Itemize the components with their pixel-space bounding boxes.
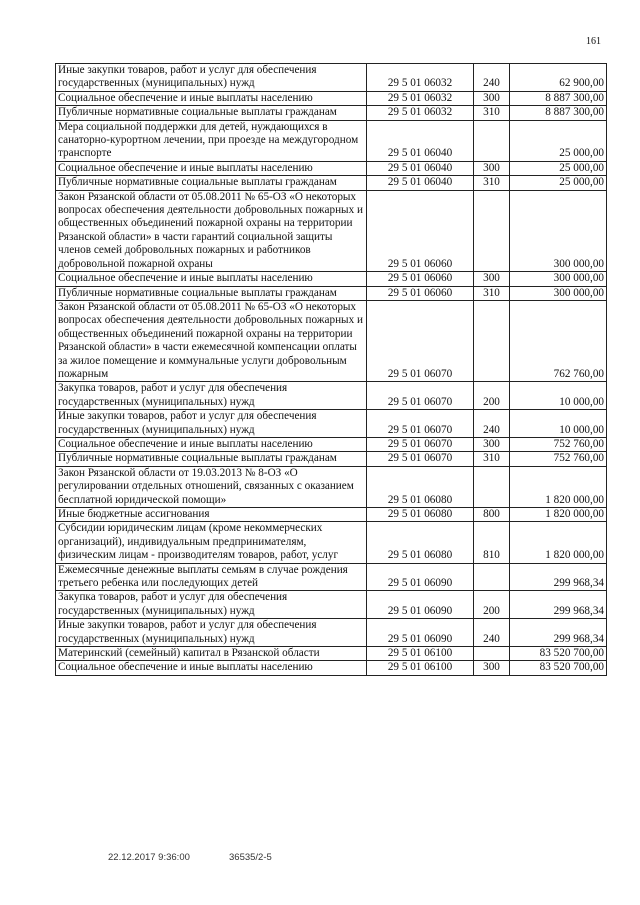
row-amount-cell: 10 000,00 <box>510 382 607 410</box>
footer-datetime: 22.12.2017 9:36:00 <box>108 852 190 863</box>
row-code-cell: 29 5 01 06080 <box>367 508 474 522</box>
row-code-cell: 29 5 01 06060 <box>367 286 474 300</box>
footer-doc-number: 36535/2-5 <box>229 852 272 863</box>
row-amount-cell: 8 887 300,00 <box>510 91 607 105</box>
row-code-cell: 29 5 01 06070 <box>367 437 474 451</box>
row-amount-cell: 62 900,00 <box>510 64 607 92</box>
row-amount-cell: 300 000,00 <box>510 272 607 286</box>
table-row <box>56 161 607 175</box>
row-expense-type-cell <box>474 300 510 381</box>
table-row <box>56 382 607 410</box>
row-name-cell: Социальное обеспечение и иные выплаты населению <box>56 161 367 175</box>
table-row <box>56 522 607 563</box>
row-code-cell: 29 5 01 06100 <box>367 661 474 675</box>
row-expense-type-cell: 310 <box>474 452 510 466</box>
row-code-cell: 29 5 01 06070 <box>367 300 474 381</box>
table-row <box>56 619 607 647</box>
row-code-cell: 29 5 01 06070 <box>367 410 474 438</box>
row-amount-cell: 762 760,00 <box>510 300 607 381</box>
row-expense-type-cell: 200 <box>474 382 510 410</box>
row-name-cell: Ежемесячные денежные выплаты семьям в случае рождения третьего ребенка или последующих детей <box>56 563 367 591</box>
table-row <box>56 591 607 619</box>
table-row <box>56 466 607 507</box>
row-name-cell: Публичные нормативные социальные выплаты гражданам <box>56 106 367 120</box>
row-amount-cell: 83 520 700,00 <box>510 647 607 661</box>
row-name-cell: Закупка товаров, работ и услуг для обеспечения государственных (муниципальных) нужд <box>56 591 367 619</box>
table-row <box>56 286 607 300</box>
row-name-cell: Закон Рязанской области от 05.08.2011 № 65-ОЗ «О некоторых вопросах обеспечения деятельности добровольных пожарных и общественных объединений пожарной охраны на территории Рязанской области» в части ежемесячной компенсации оплаты за жилое помещение и коммунальные услуги добровольным пожарным <box>56 300 367 381</box>
row-expense-type-cell: 800 <box>474 508 510 522</box>
table-row <box>56 661 607 675</box>
row-name-cell: Публичные нормативные социальные выплаты гражданам <box>56 176 367 190</box>
row-amount-cell: 300 000,00 <box>510 286 607 300</box>
row-code-cell: 29 5 01 06032 <box>367 91 474 105</box>
row-expense-type-cell <box>474 647 510 661</box>
row-code-cell: 29 5 01 06070 <box>367 382 474 410</box>
row-name-cell: Социальное обеспечение и иные выплаты населению <box>56 661 367 675</box>
row-name-cell: Социальное обеспечение и иные выплаты населению <box>56 272 367 286</box>
budget-table-body <box>56 64 607 676</box>
row-expense-type-cell: 310 <box>474 286 510 300</box>
row-expense-type-cell <box>474 563 510 591</box>
row-name-cell: Иные бюджетные ассигнования <box>56 508 367 522</box>
row-expense-type-cell: 300 <box>474 272 510 286</box>
row-code-cell: 29 5 01 06080 <box>367 466 474 507</box>
table-row <box>56 120 607 161</box>
row-amount-cell: 25 000,00 <box>510 161 607 175</box>
table-row <box>56 300 607 381</box>
row-expense-type-cell: 240 <box>474 619 510 647</box>
row-code-cell: 29 5 01 06040 <box>367 176 474 190</box>
row-amount-cell: 300 000,00 <box>510 190 607 271</box>
row-expense-type-cell: 240 <box>474 410 510 438</box>
row-amount-cell: 10 000,00 <box>510 410 607 438</box>
table-row <box>56 452 607 466</box>
row-amount-cell: 299 968,34 <box>510 619 607 647</box>
row-amount-cell: 1 820 000,00 <box>510 466 607 507</box>
row-expense-type-cell <box>474 466 510 507</box>
row-amount-cell: 299 968,34 <box>510 591 607 619</box>
table-row <box>56 272 607 286</box>
row-code-cell: 29 5 01 06070 <box>367 452 474 466</box>
row-code-cell: 29 5 01 06060 <box>367 190 474 271</box>
row-amount-cell: 752 760,00 <box>510 437 607 451</box>
row-name-cell: Публичные нормативные социальные выплаты гражданам <box>56 452 367 466</box>
row-amount-cell: 25 000,00 <box>510 176 607 190</box>
row-code-cell: 29 5 01 06090 <box>367 563 474 591</box>
table-row <box>56 190 607 271</box>
row-code-cell: 29 5 01 06080 <box>367 522 474 563</box>
row-code-cell: 29 5 01 06090 <box>367 619 474 647</box>
row-expense-type-cell: 300 <box>474 437 510 451</box>
row-amount-cell: 1 820 000,00 <box>510 508 607 522</box>
row-expense-type-cell: 200 <box>474 591 510 619</box>
row-expense-type-cell: 300 <box>474 91 510 105</box>
table-row <box>56 91 607 105</box>
row-expense-type-cell <box>474 190 510 271</box>
row-amount-cell: 299 968,34 <box>510 563 607 591</box>
row-amount-cell: 752 760,00 <box>510 452 607 466</box>
row-amount-cell: 25 000,00 <box>510 120 607 161</box>
row-amount-cell: 1 820 000,00 <box>510 522 607 563</box>
row-name-cell: Закупка товаров, работ и услуг для обеспечения государственных (муниципальных) нужд <box>56 382 367 410</box>
row-name-cell: Социальное обеспечение и иные выплаты населению <box>56 437 367 451</box>
row-expense-type-cell: 300 <box>474 161 510 175</box>
table-row <box>56 106 607 120</box>
table-row <box>56 437 607 451</box>
row-expense-type-cell <box>474 120 510 161</box>
row-name-cell: Закон Рязанской области от 05.08.2011 № 65-ОЗ «О некоторых вопросах обеспечения деятельности добровольных пожарных и общественных объединений пожарной охраны на территории Рязанской области» в части гарантий социальной защиты членов семей добровольных пожарных и работников добровольной пожарной охраны <box>56 190 367 271</box>
row-expense-type-cell: 310 <box>474 176 510 190</box>
row-name-cell: Иные закупки товаров, работ и услуг для обеспечения государственных (муниципальных) нужд <box>56 410 367 438</box>
row-amount-cell: 83 520 700,00 <box>510 661 607 675</box>
row-expense-type-cell: 240 <box>474 64 510 92</box>
table-row <box>56 410 607 438</box>
row-name-cell: Иные закупки товаров, работ и услуг для обеспечения государственных (муниципальных) нужд <box>56 64 367 92</box>
row-name-cell: Мера социальной поддержки для детей, нуждающихся в санаторно-курортном лечении, при проезде на междугородном транспорте <box>56 120 367 161</box>
table-row <box>56 176 607 190</box>
row-code-cell: 29 5 01 06032 <box>367 106 474 120</box>
row-code-cell: 29 5 01 06090 <box>367 591 474 619</box>
row-code-cell: 29 5 01 06032 <box>367 64 474 92</box>
table-row <box>56 647 607 661</box>
row-amount-cell: 8 887 300,00 <box>510 106 607 120</box>
table-row <box>56 563 607 591</box>
page-number: 161 <box>586 36 601 47</box>
row-expense-type-cell: 300 <box>474 661 510 675</box>
row-name-cell: Материнский (семейный) капитал в Рязанской области <box>56 647 367 661</box>
row-name-cell: Закон Рязанской области от 19.03.2013 № 8-ОЗ «О регулировании отдельных отношений, связанных с оказанием бесплатной юридической помощи» <box>56 466 367 507</box>
row-name-cell: Иные закупки товаров, работ и услуг для обеспечения государственных (муниципальных) нужд <box>56 619 367 647</box>
table-row <box>56 508 607 522</box>
row-code-cell: 29 5 01 06040 <box>367 120 474 161</box>
budget-table <box>55 63 607 676</box>
row-expense-type-cell: 310 <box>474 106 510 120</box>
row-name-cell: Социальное обеспечение и иные выплаты населению <box>56 91 367 105</box>
row-code-cell: 29 5 01 06040 <box>367 161 474 175</box>
row-code-cell: 29 5 01 06100 <box>367 647 474 661</box>
row-name-cell: Субсидии юридическим лицам (кроме некоммерческих организаций), индивидуальным предпринимателям, физическим лицам - производителям товаров, работ, услуг <box>56 522 367 563</box>
table-row <box>56 64 607 92</box>
row-expense-type-cell: 810 <box>474 522 510 563</box>
row-name-cell: Публичные нормативные социальные выплаты гражданам <box>56 286 367 300</box>
row-code-cell: 29 5 01 06060 <box>367 272 474 286</box>
